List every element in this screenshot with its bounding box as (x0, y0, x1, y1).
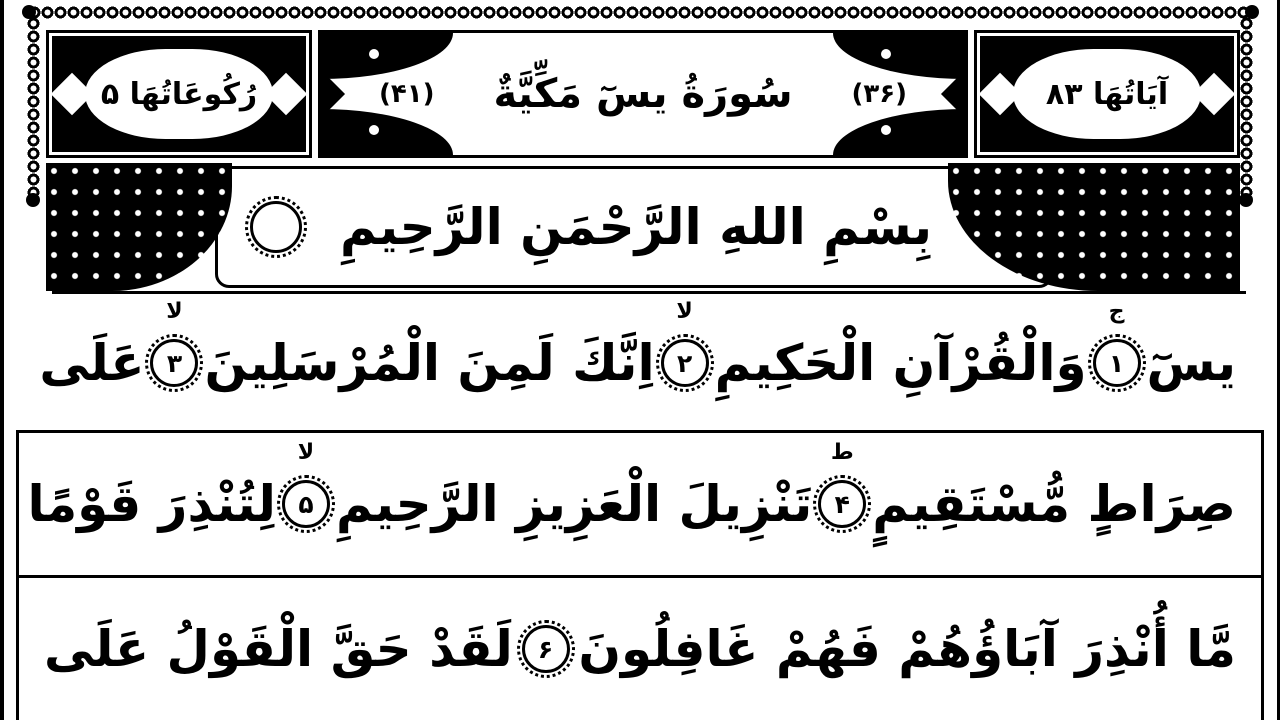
surah-number: (۳۶) (851, 79, 907, 109)
ruku-count-cartouche (46, 30, 312, 158)
ayah-number-medallion: ۱ (1093, 339, 1141, 387)
ayah-marker (522, 625, 570, 673)
waqf-mark: ج (1108, 299, 1125, 324)
revelation-order-number: (۴۱) (379, 79, 435, 109)
ayah-number-medallion: ۶ (522, 625, 570, 673)
ayah-number-medallion: ۲ (661, 339, 709, 387)
bead-end-dot (26, 193, 40, 207)
quran-text-segment: لِتُنْذِرَ قَوْمًا (27, 475, 276, 533)
bismillah-row (238, 168, 944, 286)
ayah-number-medallion: ۳ (150, 339, 198, 387)
quran-text-segment: تَنْزِيلَ الْعَزِيزِ الرَّحِيمِ (335, 475, 813, 533)
quran-line-2 (18, 433, 1262, 575)
separator-rule (52, 291, 1246, 294)
bead-end-dot (1239, 193, 1253, 207)
ayah-count-cartouche (974, 30, 1240, 158)
waqf-mark: لا (297, 440, 315, 465)
waqf-mark: لا (166, 299, 183, 324)
ayah-marker (150, 299, 198, 387)
ayah-number-medallion: ۵ (282, 480, 330, 528)
quran-text-segment: مَّا أُنْذِرَ آبَاؤُهُمْ فَهُمْ غَافِلُونَ (578, 620, 1236, 678)
quran-text-segment: اِنَّكَ لَمِنَ الْمُرْسَلِينَ (204, 334, 655, 392)
quran-text-segment: عَلَى (39, 334, 145, 392)
beaded-border-top (28, 6, 1252, 19)
ayah-marker (1093, 299, 1141, 387)
ruku-count-label: رُكُوعَاتُهَا ۵ (100, 76, 258, 112)
quran-text-segment: وَالْقُرْآنِ الْحَكِيمِ (714, 334, 1087, 392)
ayah-marker (282, 440, 330, 528)
quran-line-1 (18, 296, 1262, 430)
ayah-marker (661, 299, 709, 387)
quran-line-3 (18, 578, 1262, 720)
ayah-count-label: آيَاتُهَا ۸۳ (1045, 76, 1169, 112)
quran-text-segment: صِرَاطٍ مُّسْتَقِيمٍ (872, 475, 1236, 533)
quran-text-segment: لَقَدْ حَقَّ الْقَوْلُ عَلَى (44, 620, 513, 678)
waqf-mark: لا (676, 299, 693, 324)
surah-title: سُورَةُ يسٓ مَكِّيَّةٌ (493, 71, 793, 117)
rosette-ornament (250, 201, 302, 253)
beaded-border-right (1240, 17, 1253, 195)
surah-title-cartouche (318, 30, 968, 158)
waqf-mark: ط (830, 440, 854, 465)
ayah-number-medallion: ۴ (818, 480, 866, 528)
surah-title-row (321, 33, 965, 155)
quran-text-segment: يسٓ (1146, 334, 1236, 392)
bead-end-dot (22, 5, 36, 19)
bismillah-text: بِسْمِ اللهِ الرَّحْمَنِ الرَّحِيمِ (340, 198, 932, 256)
beaded-border-left (27, 17, 40, 195)
ayah-marker (818, 440, 866, 528)
arabesque-corner-left (46, 163, 232, 291)
page-left-edge-line (0, 0, 4, 720)
bead-end-dot (1245, 5, 1259, 19)
